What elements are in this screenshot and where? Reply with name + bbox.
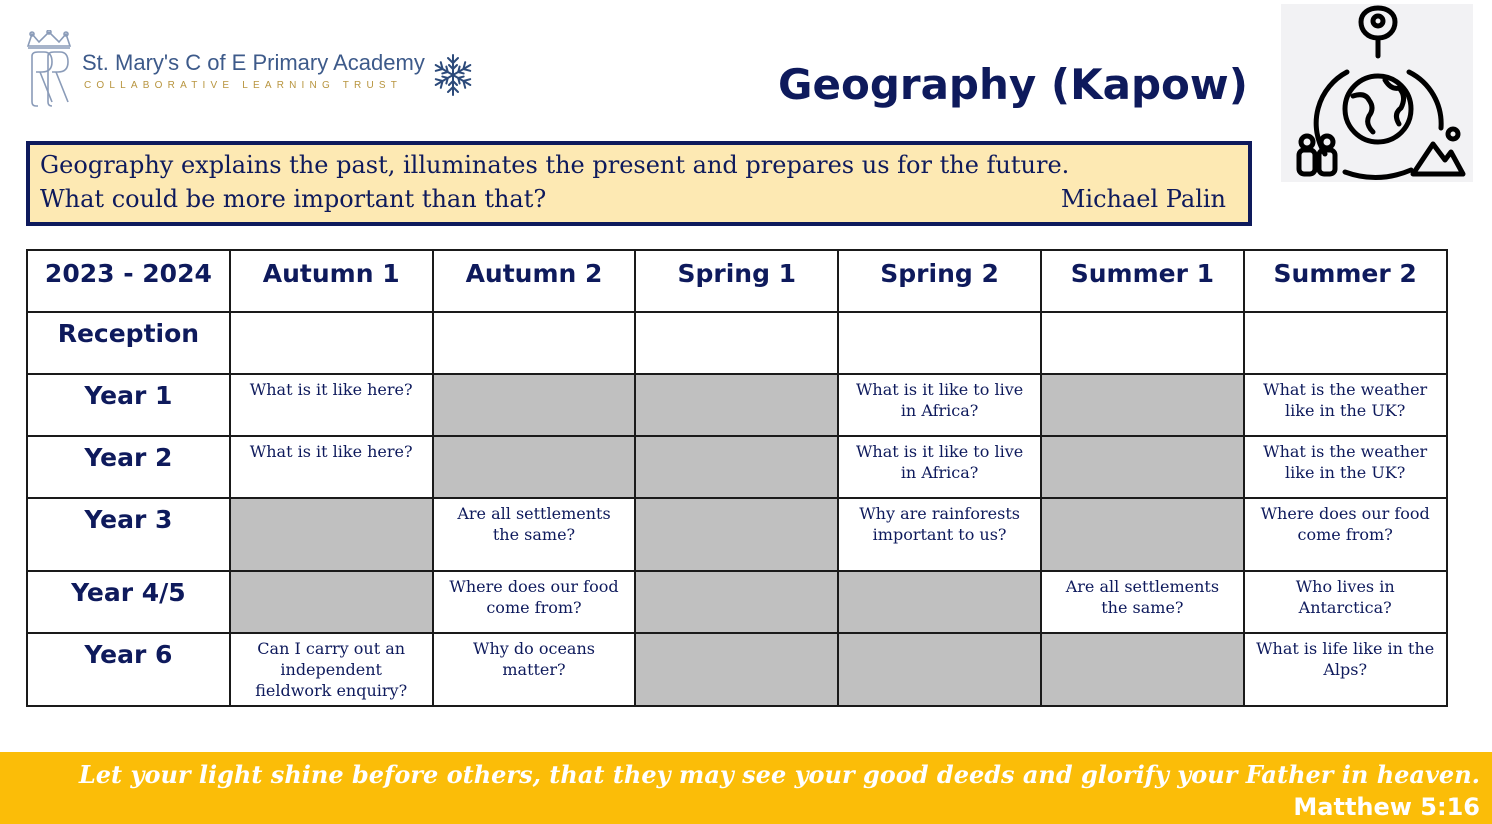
- page-title: Geography (Kapow): [778, 60, 1248, 109]
- crest-logo-icon: [22, 30, 76, 108]
- table-cell: Who lives in Antarctica?: [1244, 571, 1447, 633]
- table-cell-empty: [635, 374, 838, 436]
- table-cell-empty: [433, 436, 636, 498]
- school-name: St. Mary's C of E Primary Academy: [82, 50, 425, 75]
- table-cell-empty: [1041, 374, 1244, 436]
- table-cell-empty: [635, 498, 838, 571]
- row-label: Year 1: [27, 374, 230, 436]
- table-cell: What is it like here?: [230, 374, 433, 436]
- table-row: [27, 436, 1447, 498]
- snowflake-icon: [430, 52, 476, 98]
- geography-globe-icon: [1281, 4, 1473, 182]
- table-cell-empty: [1041, 633, 1244, 706]
- table-cell-empty: [230, 571, 433, 633]
- column-header-autumn-2: Autumn 2: [433, 250, 636, 312]
- table-cell-empty: [230, 498, 433, 571]
- table-cell: What is it like to live in Africa?: [838, 374, 1041, 436]
- column-header-autumn-1: Autumn 1: [230, 250, 433, 312]
- table-cell: [635, 312, 838, 374]
- table-cell-empty: [635, 633, 838, 706]
- row-label: Reception: [27, 312, 230, 374]
- table-cell-empty: [838, 633, 1041, 706]
- table-cell: What is the weather like in the UK?: [1244, 436, 1447, 498]
- column-header-spring-2: Spring 2: [838, 250, 1041, 312]
- table-cell-empty: [1041, 498, 1244, 571]
- table-cell: Are all settlements the same?: [433, 498, 636, 571]
- table-row: [27, 498, 1447, 571]
- row-label: Year 6: [27, 633, 230, 706]
- footer-reference: Matthew 5:16: [1293, 793, 1480, 821]
- table-cell: What is the weather like in the UK?: [1244, 374, 1447, 436]
- table-row: [27, 374, 1447, 436]
- table-row: [27, 312, 1447, 374]
- curriculum-table: [26, 249, 1448, 707]
- school-logo: [22, 30, 492, 110]
- footer-banner: [0, 752, 1492, 824]
- table-cell: Where does our food come from?: [1244, 498, 1447, 571]
- table-cell-empty: [1041, 436, 1244, 498]
- table-cell: [838, 312, 1041, 374]
- table-cell: Are all settlements the same?: [1041, 571, 1244, 633]
- geography-icon-panel: [1281, 4, 1473, 182]
- quote-text-line2: What could be more important than that?: [40, 185, 547, 213]
- table-cell: [230, 312, 433, 374]
- table-cell: Why do oceans matter?: [433, 633, 636, 706]
- table-row: [27, 633, 1447, 706]
- column-header-summer-2: Summer 2: [1244, 250, 1447, 312]
- table-cell-empty: [838, 571, 1041, 633]
- row-label: Year 4/5: [27, 571, 230, 633]
- table-cell: [1041, 312, 1244, 374]
- quote-author: Michael Palin: [1060, 185, 1226, 213]
- table-cell: What is it like to live in Africa?: [838, 436, 1041, 498]
- table-cell: [433, 312, 636, 374]
- table-row: [27, 571, 1447, 633]
- table-cell: Why are rainforests important to us?: [838, 498, 1041, 571]
- row-label: Year 2: [27, 436, 230, 498]
- footer-verse: Let your light shine before others, that they may see your good deeds and glorify your Father in heaven.: [78, 760, 1480, 789]
- table-cell: Where does our food come from?: [433, 571, 636, 633]
- quote-box: [26, 141, 1252, 226]
- table-cell: Can I carry out an independent fieldwork enquiry?: [230, 633, 433, 706]
- table-cell-empty: [433, 374, 636, 436]
- column-header-year: 2023 - 2024: [27, 250, 230, 312]
- table-cell: What is it like here?: [230, 436, 433, 498]
- table-cell: What is life like in the Alps?: [1244, 633, 1447, 706]
- column-header-summer-1: Summer 1: [1041, 250, 1244, 312]
- trust-name: COLLABORATIVE LEARNING TRUST: [84, 80, 403, 91]
- table-cell: [1244, 312, 1447, 374]
- table-cell-empty: [635, 571, 838, 633]
- table-header-row: [27, 250, 1447, 312]
- row-label: Year 3: [27, 498, 230, 571]
- table-cell-empty: [635, 436, 838, 498]
- column-header-spring-1: Spring 1: [635, 250, 838, 312]
- quote-text-line1: Geography explains the past, illuminates the present and prepares us for the future.: [40, 151, 1070, 179]
